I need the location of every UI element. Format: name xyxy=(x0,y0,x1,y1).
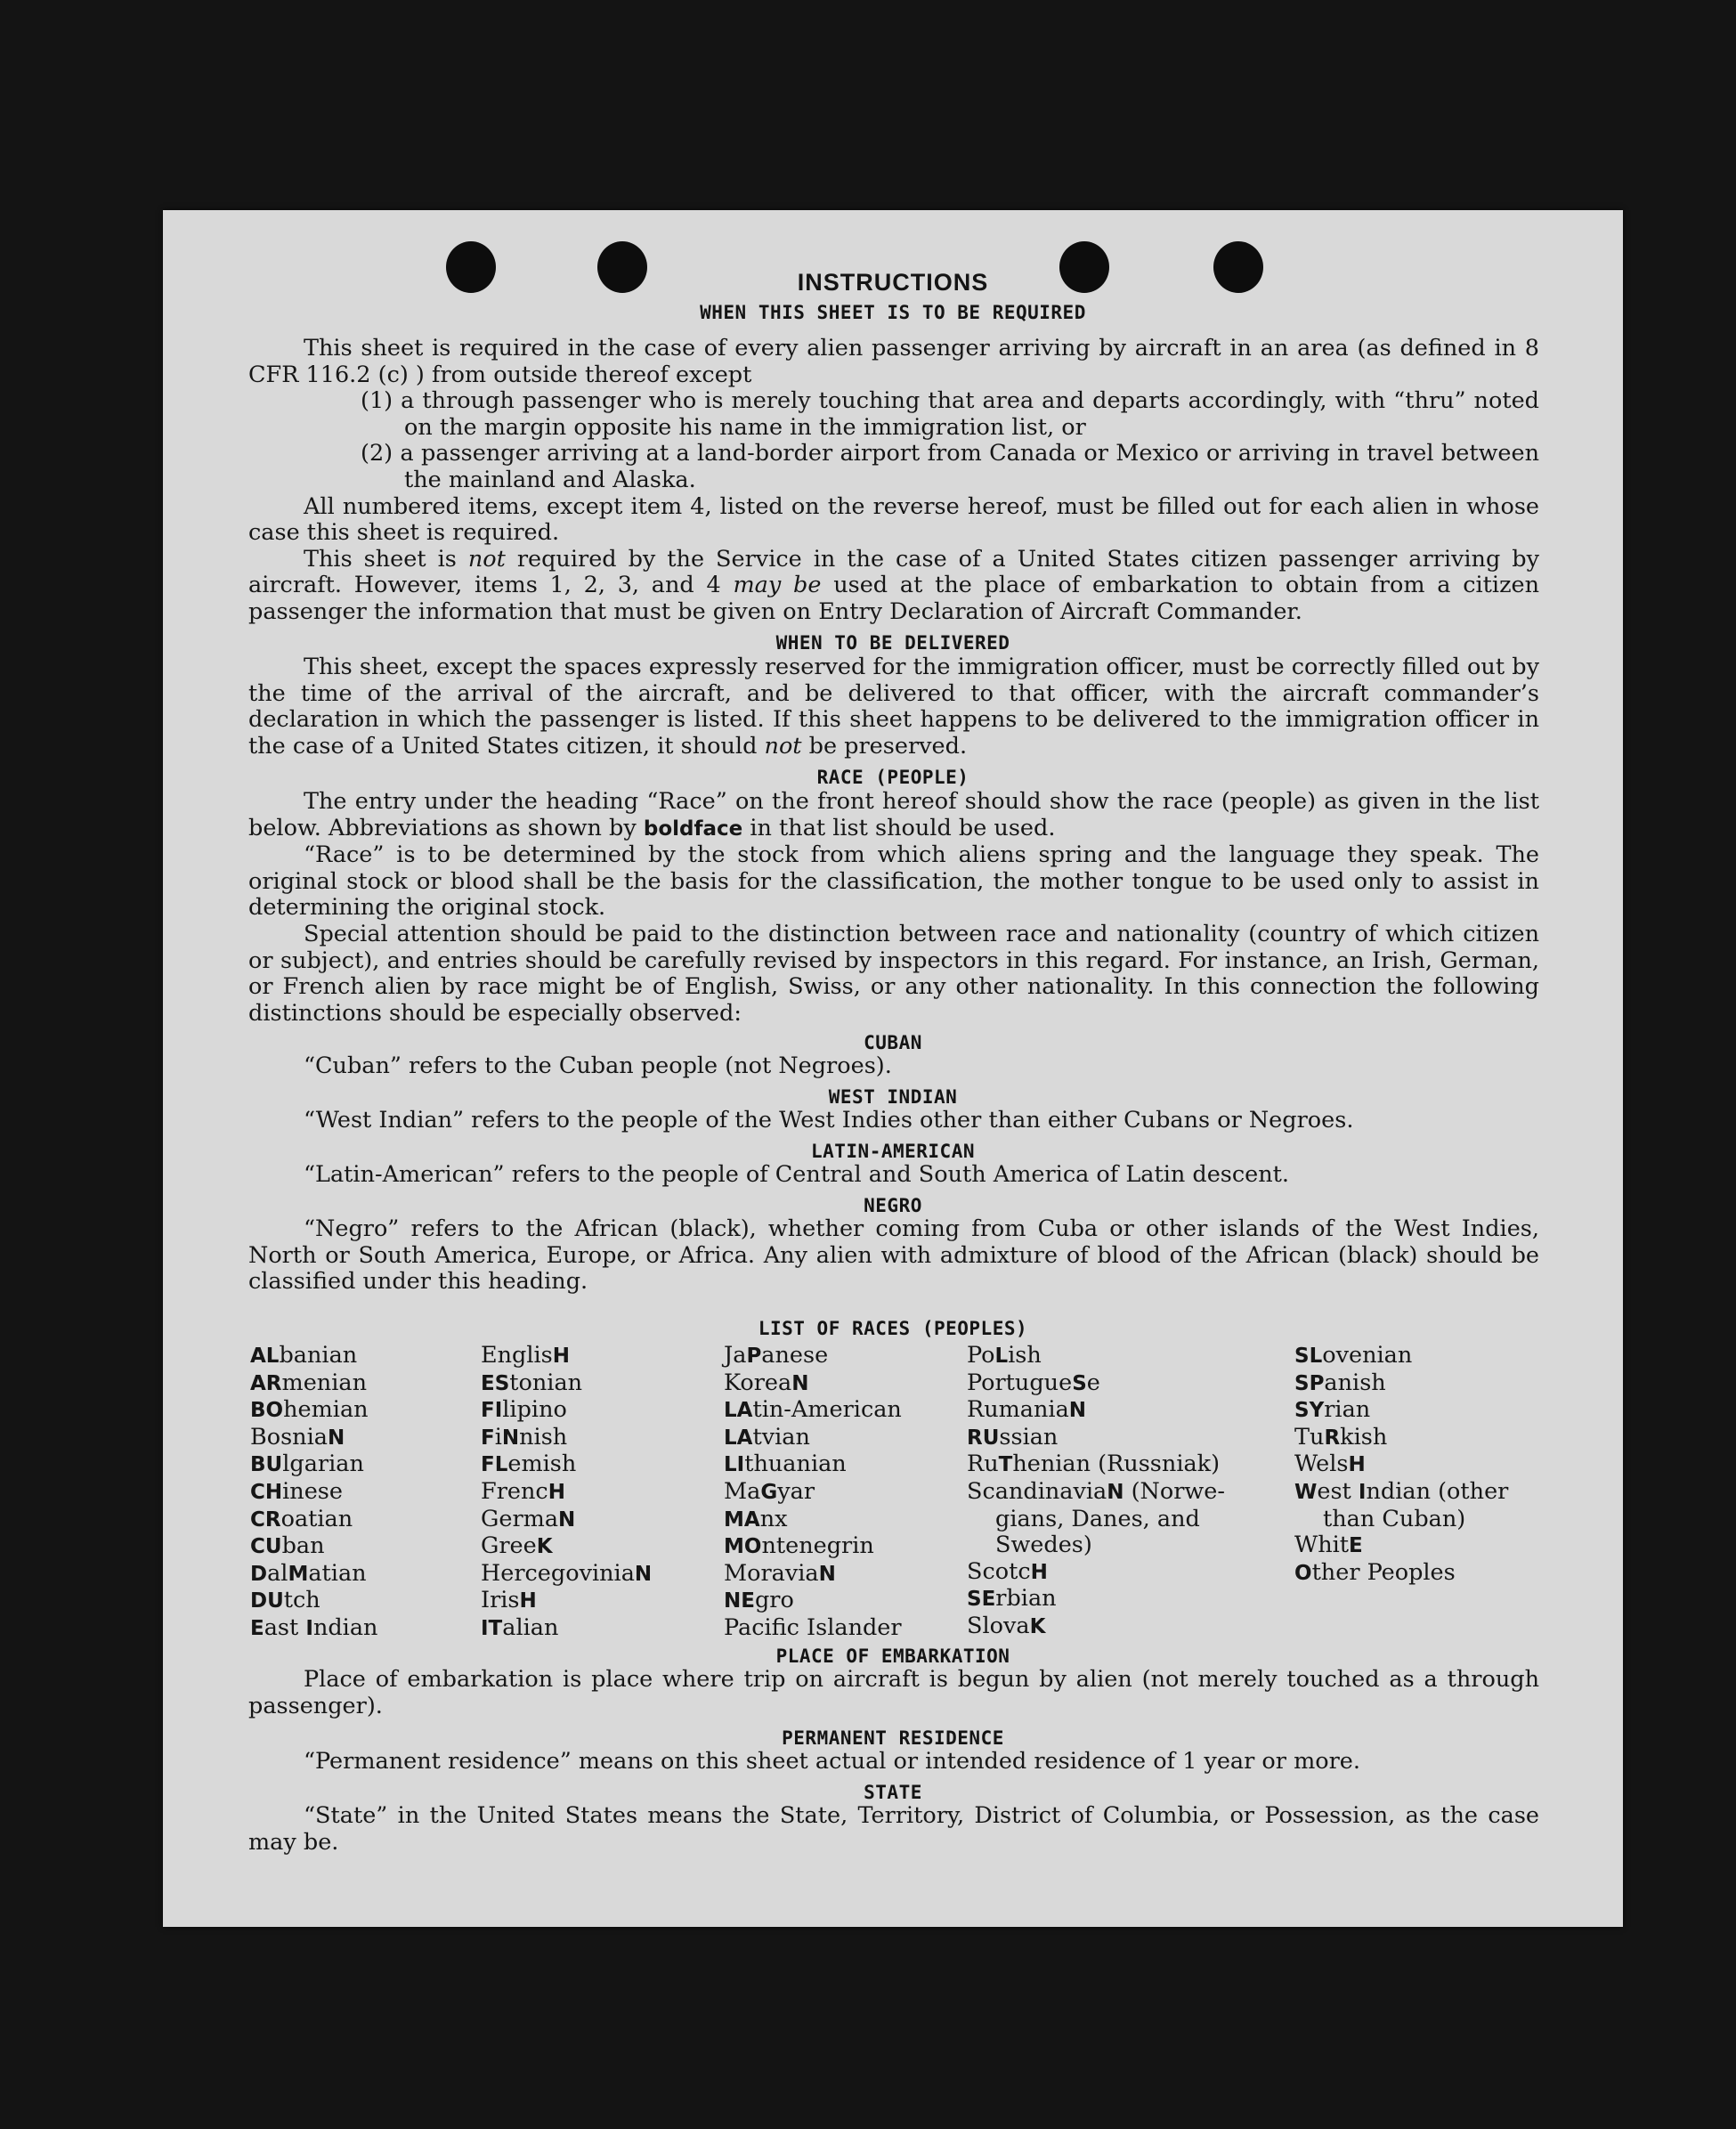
race-abbrev: LA xyxy=(724,1426,753,1450)
race-text: Korea xyxy=(724,1369,792,1396)
race-abbrev: N xyxy=(634,1562,653,1586)
race-entry xyxy=(250,1533,377,1561)
race-text: lipino xyxy=(502,1396,567,1424)
paragraph: Place of embarkation is place where trip on aircraft is begun by alien (not merely touched as a through passenger). xyxy=(248,1666,1539,1719)
race-text: rian xyxy=(1324,1396,1371,1424)
race-entry xyxy=(724,1479,902,1507)
race-entry xyxy=(481,1451,652,1479)
race-text: e xyxy=(1086,1369,1100,1396)
race-abbrev: H xyxy=(519,1589,537,1613)
race-text: Po xyxy=(967,1342,995,1369)
race-text: Portugue xyxy=(967,1369,1073,1396)
race-text: Ja xyxy=(724,1342,747,1369)
race-entry xyxy=(724,1561,902,1589)
race-abbrev: F xyxy=(481,1426,495,1450)
race-entry xyxy=(250,1588,377,1615)
race-abbrev: H xyxy=(1348,1453,1366,1477)
race-column xyxy=(481,1343,652,1643)
race-text: lgarian xyxy=(282,1450,364,1478)
race-text: ndian (other xyxy=(1366,1477,1509,1505)
race-text: ish xyxy=(1008,1342,1042,1369)
list-item: (1) a through passenger who is merely touching that area and departs accordingly, with “thru” noted on the margin opposite his name in the immigration list, or xyxy=(361,387,1539,441)
race-abbrev: H xyxy=(552,1345,571,1368)
race-text: al xyxy=(267,1559,288,1587)
race-text: Gree xyxy=(481,1532,537,1560)
race-entry xyxy=(724,1370,902,1398)
race-entry xyxy=(481,1533,652,1561)
paragraph: “Negro” refers to the African (black), whether coming from Cuba or other islands of the West Indies, North or South America, Europe, or Africa. Any alien with admixture of blood of the African (black) should be classified under this heading. xyxy=(248,1215,1539,1296)
race-abbrev: N xyxy=(1068,1399,1087,1423)
race-text: Rumania xyxy=(967,1396,1069,1424)
race-abbrev: LA xyxy=(724,1399,753,1423)
race-text: ther Peoples xyxy=(1311,1558,1456,1586)
race-abbrev: N xyxy=(818,1562,836,1586)
race-entry xyxy=(1294,1451,1508,1479)
race-text: kish xyxy=(1340,1423,1388,1450)
race-abbrev: P xyxy=(746,1345,762,1368)
heading-west-indian: WEST INDIAN xyxy=(828,1086,958,1108)
race-entry xyxy=(481,1615,652,1643)
race-abbrev: CR xyxy=(250,1507,281,1532)
race-abbrev: SE xyxy=(967,1588,996,1612)
race-entry xyxy=(250,1425,377,1452)
race-abbrev: K xyxy=(1029,1614,1046,1638)
paragraph: “Cuban” refers to the Cuban people (not Negroes). xyxy=(304,1052,892,1079)
race-text: anese xyxy=(761,1342,829,1369)
section-when-delivered xyxy=(163,654,1623,760)
race-column xyxy=(724,1343,902,1642)
race-entry xyxy=(250,1615,377,1643)
race-text: Englis xyxy=(481,1342,553,1369)
race-entry xyxy=(1294,1507,1508,1533)
race-entry xyxy=(1294,1343,1508,1370)
paragraph: Special attention should be paid to the distinction between race and nationality (country of which citizen or subject), and entries should be carefully revised by inspectors in this regard. For instance, an Irish, German, or French alien by race might be of English, Swiss, or any other nationality. In this connection the following distinctions should be especially observed: xyxy=(248,920,1539,1027)
race-abbrev: CH xyxy=(250,1480,283,1504)
paragraph: “Race” is to be determined by the stock from which aliens spring and the language they speak. The original stock or blood shall be the basis for the classification, the mother tongue to be used only to assist in determining the original stock. xyxy=(248,841,1539,922)
heading-permanent-residence: PERMANENT RESIDENCE xyxy=(782,1727,1004,1749)
race-abbrev: N xyxy=(791,1371,809,1395)
race-text: atian xyxy=(308,1559,367,1587)
race-abbrev: LI xyxy=(724,1453,745,1477)
race-entry xyxy=(724,1451,902,1479)
race-abbrev: MO xyxy=(724,1535,762,1559)
race-entry xyxy=(967,1370,1252,1398)
race-text: Moravia xyxy=(724,1559,819,1587)
paragraph: This sheet is not required by the Service in the case of a United States citizen passenger arriving by aircraft. However, items 1, 2, 3, and 4 may be used at the place of embarkation to obtain from a citizen passenger the information that must be given on Entry Declaration of Aircraft Commander. xyxy=(248,545,1540,625)
race-abbrev: I xyxy=(305,1616,313,1640)
race-abbrev: BO xyxy=(250,1399,284,1423)
race-entry xyxy=(967,1613,1252,1641)
race-abbrev: T xyxy=(998,1453,1013,1477)
race-entry xyxy=(724,1397,902,1425)
race-text: than Cuban) xyxy=(1323,1505,1466,1532)
race-text: alian xyxy=(502,1613,559,1641)
race-column xyxy=(1294,1343,1508,1587)
race-entry xyxy=(724,1588,902,1615)
race-text: Swedes) xyxy=(995,1532,1092,1559)
race-text: est xyxy=(1317,1477,1359,1505)
race-text: thuanian xyxy=(744,1450,847,1478)
race-text: oatian xyxy=(280,1505,353,1532)
race-entry xyxy=(250,1561,377,1589)
paragraph: “West Indian” refers to the people of the West Indies other than either Cubans or Negroes. xyxy=(304,1107,1354,1134)
race-text: ovenian xyxy=(1322,1342,1413,1369)
race-abbrev: RU xyxy=(967,1426,1000,1450)
heading-race: RACE (PEOPLE) xyxy=(816,767,969,788)
race-entry xyxy=(481,1479,652,1507)
race-entry xyxy=(250,1397,377,1425)
heading-latin-american: LATIN-AMERICAN xyxy=(810,1141,975,1162)
race-abbrev: SY xyxy=(1294,1399,1325,1423)
race-abbrev: H xyxy=(548,1480,565,1504)
race-text: Iris xyxy=(481,1587,520,1614)
race-text: Ma xyxy=(724,1477,761,1505)
race-text: hemian xyxy=(283,1396,369,1424)
race-entry xyxy=(967,1559,1252,1587)
race-text: Germa xyxy=(481,1505,559,1532)
race-text: tch xyxy=(283,1587,320,1614)
list-item: (2) a passenger arriving at a land-border airport from Canada or Mexico or arriving in travel between the mainland and Alaska. xyxy=(361,440,1539,493)
race-text: ban xyxy=(281,1532,325,1560)
race-column xyxy=(967,1343,1252,1641)
heading-embarkation: PLACE OF EMBARKATION xyxy=(775,1646,1010,1667)
race-abbrev: IT xyxy=(481,1616,503,1640)
race-abbrev: G xyxy=(760,1480,778,1504)
race-entry xyxy=(250,1479,377,1507)
race-text: i xyxy=(494,1423,502,1450)
heading-when-delivered: WHEN TO BE DELIVERED xyxy=(775,632,1010,654)
paragraph: “Latin-American” refers to the people of Central and South America of Latin descent. xyxy=(304,1161,1290,1188)
race-abbrev: W xyxy=(1294,1480,1318,1504)
race-abbrev: FI xyxy=(481,1399,503,1423)
section-when-required xyxy=(163,336,1623,626)
race-text: Hercegovinia xyxy=(481,1559,635,1587)
race-abbrev: DU xyxy=(250,1589,284,1613)
race-entry xyxy=(1294,1397,1508,1425)
race-abbrev: H xyxy=(1030,1560,1048,1584)
race-text: Slova xyxy=(967,1612,1030,1639)
race-column xyxy=(250,1343,377,1643)
heading-list-of-races: LIST OF RACES (PEOPLES) xyxy=(758,1318,1028,1339)
race-entry xyxy=(724,1425,902,1452)
race-entry xyxy=(967,1343,1252,1370)
race-abbrev: CU xyxy=(250,1535,282,1559)
race-text: anish xyxy=(1324,1369,1386,1396)
race-abbrev: BU xyxy=(250,1453,283,1477)
race-entry xyxy=(724,1615,902,1642)
race-entry xyxy=(724,1343,902,1370)
race-abbrev: FL xyxy=(481,1453,508,1477)
race-entry xyxy=(481,1507,652,1534)
paragraph: The entry under the heading “Race” on the front hereof should show the race (people) as given in the list below. Abbreviations as shown by boldface in that list should be used. xyxy=(248,788,1539,841)
race-text: ntenegrin xyxy=(761,1532,874,1560)
race-text: (Norwe- xyxy=(1124,1477,1225,1505)
race-text: rbian xyxy=(995,1585,1057,1613)
race-abbrev: N xyxy=(1107,1480,1124,1504)
race-text: menian xyxy=(281,1369,367,1396)
race-text: nx xyxy=(759,1505,788,1532)
race-abbrev: D xyxy=(250,1562,268,1586)
race-abbrev: O xyxy=(1294,1561,1312,1585)
race-entry xyxy=(481,1425,652,1452)
race-abbrev: S xyxy=(1072,1371,1087,1395)
race-text: Ru xyxy=(967,1450,999,1478)
race-abbrev: N xyxy=(501,1426,520,1450)
race-entry xyxy=(967,1586,1252,1613)
race-list xyxy=(163,1342,1623,1641)
race-text: ssian xyxy=(999,1423,1059,1450)
race-entry xyxy=(250,1507,377,1534)
race-abbrev: I xyxy=(1358,1480,1367,1504)
race-entry xyxy=(481,1370,652,1398)
instruction-sheet xyxy=(163,210,1623,1927)
paragraph: This sheet is required in the case of every alien passenger arriving by aircraft in an area (as defined in 8 CFR 116.2 (c) ) from outside thereof except xyxy=(248,335,1539,388)
page-title: INSTRUCTIONS xyxy=(797,269,989,296)
race-entry xyxy=(250,1343,377,1370)
race-abbrev: SL xyxy=(1294,1345,1323,1368)
race-text: nish xyxy=(519,1423,568,1450)
race-abbrev: N xyxy=(327,1426,345,1450)
race-entry xyxy=(481,1397,652,1425)
paragraph: “Permanent residence” means on this sheet actual or intended residence of 1 year or more. xyxy=(304,1748,1360,1775)
race-text: tin-American xyxy=(752,1396,902,1424)
race-text: emish xyxy=(507,1450,577,1478)
race-abbrev: K xyxy=(536,1535,553,1559)
race-text: ast xyxy=(264,1613,306,1641)
race-text: yar xyxy=(777,1477,815,1505)
race-text: banian xyxy=(279,1342,358,1369)
race-abbrev: ES xyxy=(481,1371,510,1395)
race-entry xyxy=(1294,1425,1508,1452)
heading-when-required: WHEN THIS SHEET IS TO BE REQUIRED xyxy=(700,302,1086,323)
heading-cuban: CUBAN xyxy=(864,1032,922,1053)
race-text: gians, Danes, and xyxy=(995,1505,1200,1532)
race-entry xyxy=(967,1532,1252,1559)
race-text: Frenc xyxy=(481,1477,548,1505)
race-entry xyxy=(724,1507,902,1534)
race-text: tonian xyxy=(509,1369,583,1396)
race-entry xyxy=(481,1343,652,1370)
race-text: Wels xyxy=(1294,1450,1349,1478)
race-entry xyxy=(1294,1370,1508,1398)
race-abbrev: MA xyxy=(724,1507,760,1532)
race-entry xyxy=(481,1561,652,1589)
race-text: Bosnia xyxy=(250,1423,328,1450)
race-text: Tu xyxy=(1294,1423,1325,1450)
race-abbrev: L xyxy=(994,1345,1009,1368)
race-abbrev: SP xyxy=(1294,1371,1325,1395)
race-text: tvian xyxy=(752,1423,810,1450)
paragraph: All numbered items, except item 4, listed on the reverse hereof, must be filled out for each alien in whose case this sheet is required. xyxy=(248,492,1539,547)
race-text: henian (Russniak) xyxy=(1012,1450,1221,1478)
race-entry xyxy=(481,1588,652,1615)
race-entry xyxy=(250,1370,377,1398)
race-abbrev: AR xyxy=(250,1371,282,1395)
race-text: Pacific Islander xyxy=(724,1613,902,1641)
race-entry xyxy=(967,1451,1252,1479)
section-race xyxy=(163,789,1623,1027)
race-abbrev: R xyxy=(1324,1426,1341,1450)
race-abbrev: N xyxy=(558,1507,576,1532)
race-text: Whit xyxy=(1294,1532,1350,1559)
race-entry xyxy=(967,1397,1252,1425)
race-entry xyxy=(1294,1479,1508,1507)
race-entry xyxy=(724,1533,902,1561)
race-entry xyxy=(1294,1560,1508,1588)
race-entry xyxy=(967,1425,1252,1452)
paragraph: This sheet, except the spaces expressly reserved for the immigration officer, must be correctly filled out by the time of the arrival of the aircraft, and be delivered to that officer, with the aircraft commander’s declaration in which the passenger is listed. If this sheet happens to be delivered to the immigration officer in the case of a United States citizen, it should not be preserved. xyxy=(248,654,1539,760)
race-entry xyxy=(967,1507,1252,1533)
race-abbrev: E xyxy=(1349,1534,1363,1558)
paragraph: “State” in the United States means the State, Territory, District of Columbia, or Possession, as the case may be. xyxy=(248,1802,1539,1856)
race-abbrev: NE xyxy=(724,1589,755,1613)
race-text: gro xyxy=(754,1587,794,1614)
race-text: inese xyxy=(282,1477,343,1505)
race-entry xyxy=(967,1479,1252,1507)
race-abbrev: E xyxy=(250,1616,264,1640)
race-entry xyxy=(250,1451,377,1479)
race-abbrev: AL xyxy=(250,1345,280,1368)
heading-state: STATE xyxy=(864,1782,922,1803)
race-text: ndian xyxy=(312,1613,378,1641)
race-text: Scotc xyxy=(967,1557,1031,1585)
race-text: Scandinavia xyxy=(967,1477,1107,1505)
race-entry xyxy=(1294,1532,1508,1560)
heading-negro: NEGRO xyxy=(864,1195,922,1216)
race-abbrev: M xyxy=(288,1562,309,1586)
